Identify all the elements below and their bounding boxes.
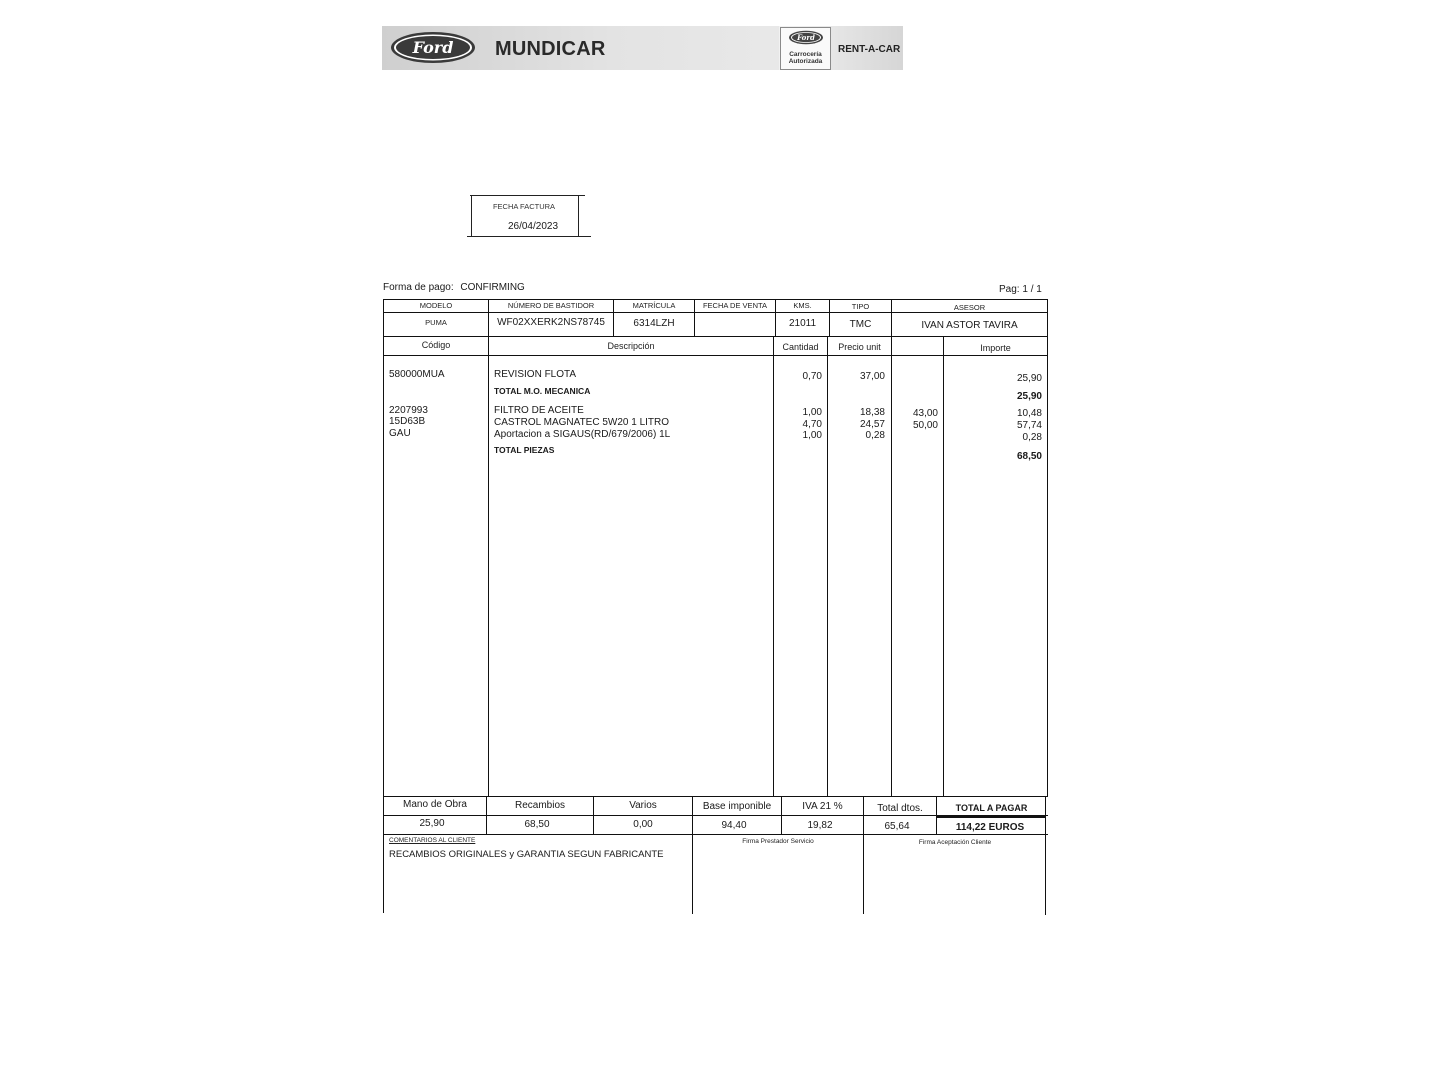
firma-cliente: Firma Aceptación Cliente bbox=[918, 839, 992, 846]
val-modelo: PUMA bbox=[425, 318, 447, 327]
tot-hdr-base: Base imponible bbox=[702, 801, 772, 812]
line-codigo: 580000MUA bbox=[389, 369, 445, 380]
ford-small-logo bbox=[788, 30, 824, 45]
page-number: Pag: 1 / 1 bbox=[999, 284, 1042, 295]
tot-hdr-recambios: Recambios bbox=[514, 800, 566, 811]
val-asesor: IVAN ASTOR TAVIRA bbox=[921, 320, 1018, 331]
tot-hdr-total: TOTAL A PAGAR bbox=[955, 803, 1028, 813]
rent-a-car-label: RENT-A-CAR bbox=[838, 44, 901, 55]
hdr-matricula: MATRÍCULA bbox=[632, 301, 676, 310]
hdr-bastidor: NÚMERO DE BASTIDOR bbox=[507, 301, 595, 310]
hdr-codigo: Código bbox=[421, 340, 451, 350]
ford-logo-text: Ford bbox=[412, 38, 454, 57]
tot-hdr-mano-obra: Mano de Obra bbox=[403, 799, 467, 810]
tot-dtos: 65,64 bbox=[884, 821, 910, 832]
line-precio: 37,00 bbox=[859, 371, 885, 382]
forma-pago-value: CONFIRMING bbox=[460, 282, 525, 293]
fecha-factura-value: 26/04/2023 bbox=[507, 221, 559, 232]
carroceria-text: Carrocería Autorizada bbox=[788, 51, 823, 65]
subtotal-label: TOTAL M.O. MECANICA bbox=[494, 386, 591, 396]
val-matricula: 6314LZH bbox=[633, 318, 675, 329]
fecha-factura-label: FECHA FACTURA bbox=[492, 202, 556, 211]
firma-prestador: Firma Prestador Servicio bbox=[742, 838, 814, 845]
fecha-box-bottom bbox=[467, 236, 591, 237]
ford-logo bbox=[390, 31, 476, 64]
hdr-cantidad: Cantidad bbox=[782, 342, 819, 352]
hdr-tipo: TIPO bbox=[851, 302, 870, 311]
val-bastidor: WF02XXERK2NS78745 bbox=[497, 317, 605, 328]
line-codigo: 15D63B bbox=[389, 416, 426, 427]
val-kms: 21011 bbox=[788, 318, 817, 329]
hdr-precio: Precio unit bbox=[838, 342, 881, 352]
subtotal-value: 25,90 bbox=[1016, 391, 1042, 402]
line-codigo: GAU bbox=[389, 428, 411, 439]
line-importe: 0,28 bbox=[1022, 432, 1042, 443]
line-importe: 57,74 bbox=[1016, 420, 1042, 431]
forma-pago bbox=[383, 282, 525, 293]
line-descripcion: Aportacion a SIGAUS(RD/679/2006) 1L bbox=[494, 429, 671, 440]
line-codigo: 2207993 bbox=[389, 405, 428, 416]
forma-pago-label: Forma de pago: bbox=[383, 282, 454, 293]
line-descripcion: REVISION FLOTA bbox=[494, 369, 577, 380]
line-dto: 50,00 bbox=[912, 420, 938, 431]
tot-hdr-varios: Varios bbox=[629, 800, 657, 811]
comentarios-label: COMENTARIOS AL CLIENTE bbox=[389, 837, 476, 844]
line-importe: 25,90 bbox=[1016, 373, 1042, 384]
line-descripcion: FILTRO DE ACEITE bbox=[494, 405, 584, 416]
tot-iva: 19,82 bbox=[807, 820, 833, 831]
line-precio: 18,38 bbox=[859, 407, 885, 418]
line-precio: 24,57 bbox=[859, 419, 885, 430]
hdr-modelo: MODELO bbox=[419, 301, 453, 310]
subtotal-label: TOTAL PIEZAS bbox=[494, 445, 555, 455]
subtotal-value: 68,50 bbox=[1016, 451, 1042, 462]
line-cantidad: 4,70 bbox=[802, 419, 822, 430]
line-dto: 43,00 bbox=[912, 408, 938, 419]
hdr-importe: Importe bbox=[980, 343, 1011, 353]
tot-mano-obra: 25,90 bbox=[419, 818, 445, 829]
tot-varios: 0,00 bbox=[633, 819, 653, 830]
tot-hdr-dtos: Total dtos. bbox=[877, 803, 923, 814]
tot-total-pagar: 114,22 EUROS bbox=[955, 822, 1025, 833]
line-precio: 0,28 bbox=[865, 430, 885, 441]
line-cantidad: 0,70 bbox=[802, 371, 822, 382]
line-cantidad: 1,00 bbox=[802, 407, 822, 418]
ford-small-logo-text: Ford bbox=[797, 33, 815, 43]
comentarios-text: RECAMBIOS ORIGINALES y GARANTIA SEGUN FABRICANTE bbox=[389, 849, 664, 860]
tot-recambios: 68,50 bbox=[524, 819, 550, 830]
hdr-descripcion: Descripción bbox=[607, 341, 655, 351]
hdr-asesor: ASESOR bbox=[953, 303, 986, 312]
val-tipo: TMC bbox=[849, 319, 872, 330]
tot-base: 94,40 bbox=[721, 820, 747, 831]
hdr-fecha-venta: FECHA DE VENTA bbox=[702, 301, 768, 310]
hdr-kms: KMS. bbox=[793, 301, 812, 310]
dealer-name: MUNDICAR bbox=[495, 38, 606, 60]
line-cantidad: 1,00 bbox=[802, 430, 822, 441]
line-descripcion: CASTROL MAGNATEC 5W20 1 LITRO bbox=[494, 417, 670, 428]
line-importe: 10,48 bbox=[1016, 408, 1042, 419]
tot-hdr-iva: IVA 21 % bbox=[802, 801, 843, 812]
